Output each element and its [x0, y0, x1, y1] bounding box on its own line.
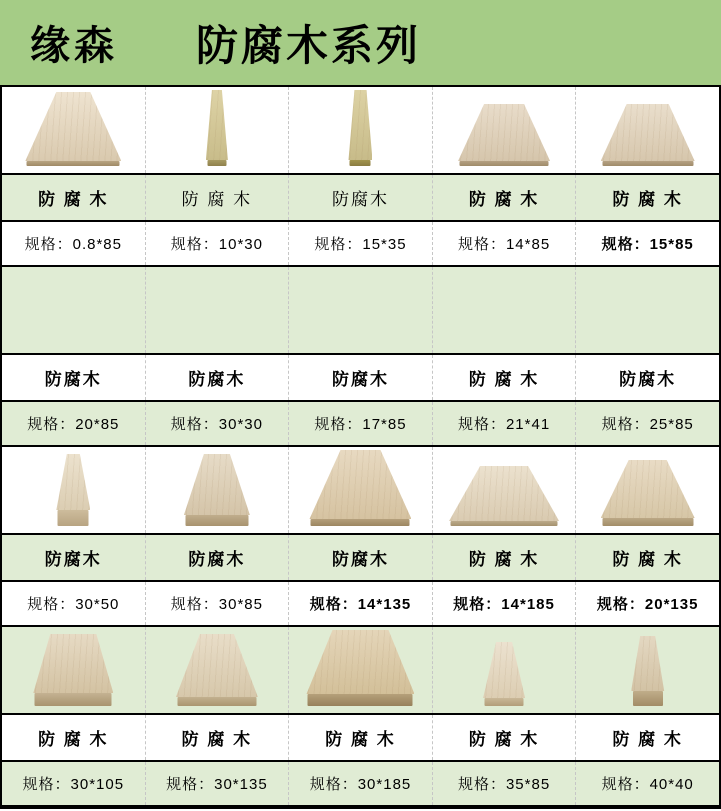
product-label: 防 腐 木 — [575, 175, 719, 220]
product-spec: 规格：10*30 — [145, 222, 289, 265]
product-label: 防 腐 木 — [38, 730, 109, 749]
label-row — [2, 535, 719, 582]
product-label: 防 腐 木 — [575, 535, 719, 580]
product-table — [0, 85, 721, 809]
product-label: 防 腐 木 — [145, 175, 289, 220]
product-label: 防 腐 木 — [432, 715, 576, 760]
wood-plank-illustration — [433, 104, 576, 166]
product-image — [432, 447, 576, 533]
product-label: 防 腐 木 — [288, 715, 432, 760]
product-label: 防腐木 — [145, 355, 289, 400]
product-image — [2, 447, 145, 533]
product-label: 防 腐 木 — [432, 175, 576, 220]
product-image — [432, 627, 576, 713]
brand-logo-text: 缘森 — [30, 24, 118, 68]
product-spec: 规格：35*85 — [432, 762, 576, 805]
product-spec: 规格：14*185 — [432, 582, 576, 625]
wood-plank-illustration — [146, 454, 289, 526]
wood-plank-illustration — [289, 90, 432, 166]
product-spec: 规格：30*30 — [145, 402, 289, 445]
product-label: 防腐木 — [288, 355, 432, 400]
product-image — [288, 627, 432, 713]
spec-row — [2, 762, 719, 807]
wood-plank-illustration — [576, 460, 719, 526]
page-title: 防腐木系列 — [196, 21, 422, 69]
label-row — [2, 715, 719, 762]
product-image — [288, 87, 432, 173]
product-spec: 规格：40*40 — [575, 762, 719, 805]
image-row — [2, 627, 719, 715]
image-row — [2, 447, 719, 535]
wood-plank-illustration — [146, 90, 289, 166]
product-spec: 规格：30*135 — [145, 762, 289, 805]
product-spec: 规格：15*35 — [288, 222, 432, 265]
label-row — [2, 355, 719, 402]
wood-plank-illustration — [289, 450, 432, 526]
product-spec: 规格：0.8*85 — [24, 236, 122, 253]
product-label: 防腐木 — [288, 535, 432, 580]
product-image — [145, 627, 289, 713]
product-spec: 规格：25*85 — [575, 402, 719, 445]
product-image — [145, 447, 289, 533]
wood-plank-illustration — [2, 92, 145, 166]
product-image-empty — [145, 267, 289, 353]
product-label: 防 腐 木 — [145, 715, 289, 760]
product-image — [145, 87, 289, 173]
product-label: 防 腐 木 — [432, 355, 576, 400]
product-image — [2, 627, 145, 713]
product-label: 防腐木 — [288, 175, 432, 220]
wood-plank-illustration — [433, 642, 576, 706]
wood-plank-illustration — [433, 466, 576, 526]
product-image-empty — [288, 267, 432, 353]
product-label: 防腐木 — [44, 370, 102, 389]
product-spec: 规格：15*85 — [575, 222, 719, 265]
wood-plank-illustration — [2, 634, 145, 706]
product-label: 防腐木 — [145, 535, 289, 580]
product-image — [575, 627, 719, 713]
product-spec: 规格：20*135 — [575, 582, 719, 625]
product-spec: 规格：20*85 — [27, 416, 120, 433]
product-spec: 规格：14*85 — [432, 222, 576, 265]
product-spec: 规格：30*105 — [22, 776, 125, 793]
wood-plank-illustration — [289, 630, 432, 706]
product-spec: 规格：17*85 — [288, 402, 432, 445]
product-image-empty — [2, 267, 145, 353]
product-label: 防腐木 — [44, 550, 102, 569]
wood-plank-illustration — [2, 454, 145, 526]
product-spec: 规格：14*135 — [288, 582, 432, 625]
image-row-empty — [2, 267, 719, 355]
product-label: 防 腐 木 — [38, 190, 109, 209]
product-image — [288, 447, 432, 533]
product-image — [575, 87, 719, 173]
spec-row — [2, 222, 719, 267]
product-image-empty — [575, 267, 719, 353]
product-spec: 规格：21*41 — [432, 402, 576, 445]
spec-row — [2, 582, 719, 627]
product-image — [432, 87, 576, 173]
label-row — [2, 175, 719, 222]
product-spec: 规格：30*50 — [27, 596, 120, 613]
wood-plank-illustration — [146, 634, 289, 706]
wood-plank-illustration — [576, 104, 719, 166]
product-label: 防 腐 木 — [432, 535, 576, 580]
product-spec: 规格：30*85 — [145, 582, 289, 625]
product-label: 防 腐 木 — [575, 715, 719, 760]
product-image — [2, 87, 145, 173]
spec-row — [2, 402, 719, 447]
page-header — [0, 0, 721, 85]
image-row — [2, 87, 719, 175]
product-image-empty — [432, 267, 576, 353]
product-label: 防腐木 — [575, 355, 719, 400]
wood-plank-illustration — [576, 636, 719, 706]
product-image — [575, 447, 719, 533]
product-spec: 规格：30*185 — [288, 762, 432, 805]
